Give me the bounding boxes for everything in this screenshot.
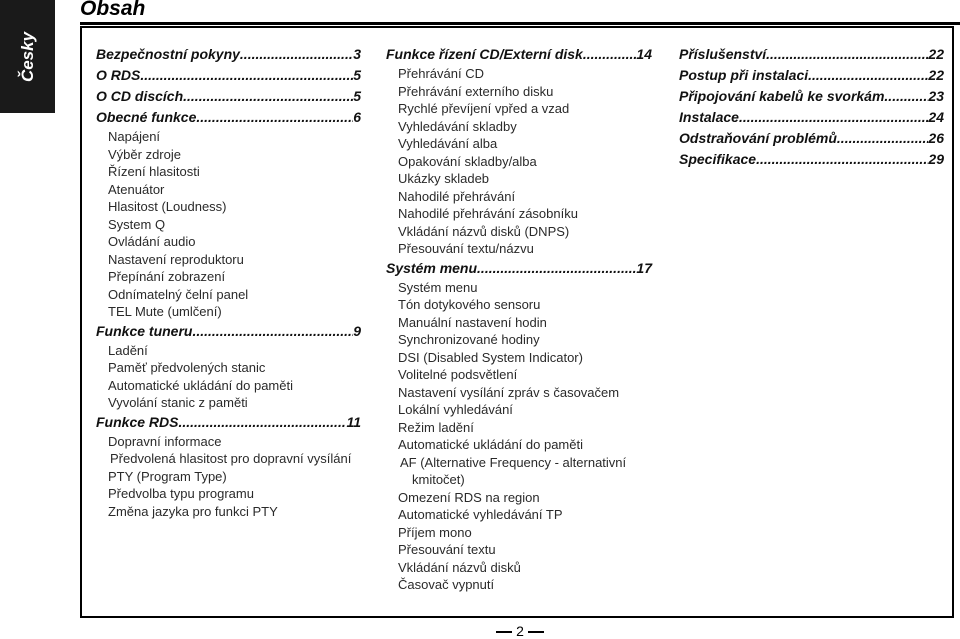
toc-subentry: Nahodilé přehrávání zásobníku — [398, 206, 578, 221]
toc-entry-cd[interactable] — [96, 86, 361, 107]
toc-entry-title: O RDS — [96, 67, 141, 83]
toc-entry-page: 14 — [636, 46, 652, 62]
toc-entry-title: Specifikace — [679, 151, 757, 167]
toc-entry-page: 3 — [353, 46, 361, 62]
toc-subentry: Synchronizované hodiny — [398, 332, 540, 347]
toc-subentry: PTY (Program Type) — [108, 468, 227, 484]
toc-entry-safety[interactable] — [96, 44, 361, 65]
toc-column-1 — [96, 44, 361, 520]
toc-entry-page: 6 — [353, 109, 361, 125]
toc-subentry: Vkládání názvů disků (DNPS) — [398, 223, 570, 239]
toc-entry-page: 23 — [928, 88, 944, 104]
toc-entry-title: Funkce řízení CD/Externí disk — [386, 46, 583, 62]
toc-subentry: Automatické vyhledávání TP — [398, 507, 563, 522]
leader-dots — [178, 412, 346, 433]
toc-subentry: DSI (Disabled System Indicator) — [398, 349, 583, 365]
toc-subentry: Režim ladění — [398, 419, 474, 435]
toc-entry-wiring[interactable] — [679, 86, 944, 107]
toc-subentry: Paměť předvolených stanic — [108, 360, 266, 375]
leader-dots — [477, 258, 636, 279]
leader-dots — [739, 107, 928, 128]
leader-dots — [192, 321, 353, 342]
toc-entry-page: 11 — [346, 413, 361, 430]
toc-entry-install-procedure[interactable] — [679, 65, 944, 86]
toc-subentry: Přesouvání textu — [398, 542, 496, 557]
toc-subentry: Volitelné podsvětlení — [398, 367, 518, 382]
toc-entry-title: Bezpečnostní pokyny — [96, 46, 240, 62]
toc-entry-title: Systém menu — [386, 259, 478, 276]
toc-subentry: Nahodilé přehrávání — [398, 188, 516, 204]
toc-entry-title: Obecné funkce — [96, 109, 197, 125]
page-title: Obsah — [80, 0, 146, 20]
toc-entry-title: Odstraňování problémů — [679, 130, 837, 146]
toc-entry-specifications[interactable] — [679, 149, 944, 170]
toc-subentry: Dopravní informace — [108, 433, 222, 449]
toc-subentry: Nastavení vysílání zpráv s časovačem — [398, 384, 620, 400]
toc-entry-page: 24 — [928, 109, 944, 125]
toc-entry-title: Funkce tuneru — [96, 322, 193, 339]
toc-subentry: Ladění — [108, 342, 148, 358]
toc-entry-troubleshooting[interactable] — [679, 128, 944, 149]
leader-dots — [583, 44, 637, 65]
language-tab — [0, 0, 55, 113]
toc-subentry: Ovládání audio — [108, 234, 196, 249]
leader-dots — [140, 65, 353, 86]
toc-subentry: Přesouvání textu/názvu — [398, 241, 534, 256]
toc-entry-page: 9 — [353, 322, 361, 339]
toc-subentry: Lokální vyhledávání — [398, 402, 513, 417]
toc-entry-page: 26 — [928, 130, 944, 146]
toc-subentry: Napájení — [108, 129, 161, 144]
toc-subentry: Systém menu — [398, 279, 478, 295]
toc-entry-general[interactable] — [96, 107, 361, 128]
toc-subentry: Vyvolání stanic z paměti — [108, 395, 248, 410]
toc-entry-page: 22 — [928, 46, 944, 62]
toc-subentry: Atenuátor — [108, 181, 165, 197]
toc-subentry: Časovač vypnutí — [398, 577, 495, 592]
toc-entry-title: Postup při instalaci — [679, 67, 809, 83]
toc-column-2 — [386, 44, 652, 594]
title-rule — [80, 22, 960, 25]
language-tab-label: Česky — [17, 31, 37, 82]
toc-subentry: Příjem mono — [398, 524, 472, 540]
toc-subentry: Předvolba typu programu — [108, 486, 254, 501]
toc-entry-page: 5 — [353, 88, 361, 104]
toc-subentry: Ukázky skladeb — [398, 171, 490, 186]
toc-subentry: Tón dotykového sensoru — [398, 297, 541, 312]
toc-subentry: Odnímatelný čelní panel — [108, 286, 249, 302]
leader-dots — [808, 65, 928, 86]
toc-subentry: Rychlé převíjení vpřed a vzad — [398, 101, 570, 116]
toc-subentry: Přehrávání externího disku — [398, 83, 554, 99]
toc-entry-page: 5 — [353, 67, 361, 83]
leader-dots — [766, 44, 928, 65]
toc-entry-accessories[interactable] — [679, 44, 944, 65]
toc-subentry: Opakování skladby/alba — [398, 153, 537, 169]
toc-entry-page: 29 — [928, 151, 944, 167]
toc-entry-page: 17 — [636, 259, 652, 276]
toc-subentry: Vyhledávání skladby — [398, 118, 517, 134]
leader-dots — [183, 86, 353, 107]
leader-dots — [756, 149, 928, 170]
toc-subentry: Automatické ukládání do paměti — [108, 377, 293, 393]
leader-dots — [837, 128, 929, 149]
leader-dots — [196, 107, 353, 128]
toc-subentry: Změna jazyka pro funkci PTY — [108, 503, 278, 519]
toc-subentry: Hlasitost (Loudness) — [108, 199, 227, 214]
toc-subentry: Řízení hlasitosti — [108, 164, 200, 179]
toc-subentry: TEL Mute (umlčení) — [108, 304, 222, 319]
toc-entry-title: O CD discích — [96, 88, 184, 104]
toc-subentry: Automatické ukládání do paměti — [398, 437, 583, 452]
toc-entry-installation[interactable] — [679, 107, 944, 128]
leader-dots — [884, 86, 928, 107]
toc-subentry: Vyhledávání alba — [398, 136, 498, 151]
toc-entry-tuner[interactable] — [96, 321, 361, 342]
toc-entry-title: Funkce RDS — [96, 413, 179, 430]
toc-subentry: System Q — [108, 216, 166, 232]
toc-entry-rds[interactable] — [96, 65, 361, 86]
page-number: 2 — [500, 623, 540, 639]
toc-entry-title: Připojování kabelů ke svorkám — [679, 88, 885, 104]
toc-subentry: Přehrávání CD — [398, 66, 484, 81]
toc-subentry: Předvolená hlasitost pro dopravní vysílání — [110, 451, 352, 466]
toc-entry-cd-control[interactable] — [386, 44, 652, 65]
toc-subentry: Výběr zdroje — [108, 146, 181, 162]
toc-subentry: Přepínání zobrazení — [108, 269, 226, 284]
toc-subentry: Vkládání názvů disků — [398, 559, 521, 575]
toc-subentry: Nastavení reproduktoru — [108, 251, 244, 267]
toc-entry-title: Příslušenství — [679, 46, 767, 62]
toc-subentry: Manuální nastavení hodin — [398, 314, 547, 330]
toc-column-3 — [679, 44, 944, 170]
toc-entry-rds-functions[interactable] — [96, 412, 361, 433]
toc-subentry: Omezení RDS na region — [398, 489, 540, 505]
leader-dots — [240, 44, 353, 65]
toc-entry-title: Instalace — [679, 109, 739, 125]
toc-entry-menu[interactable] — [386, 258, 652, 279]
toc-subentry: AF (Alternative Frequency - alternativní kmitočet) — [400, 454, 627, 487]
toc-entry-page: 22 — [928, 67, 944, 83]
